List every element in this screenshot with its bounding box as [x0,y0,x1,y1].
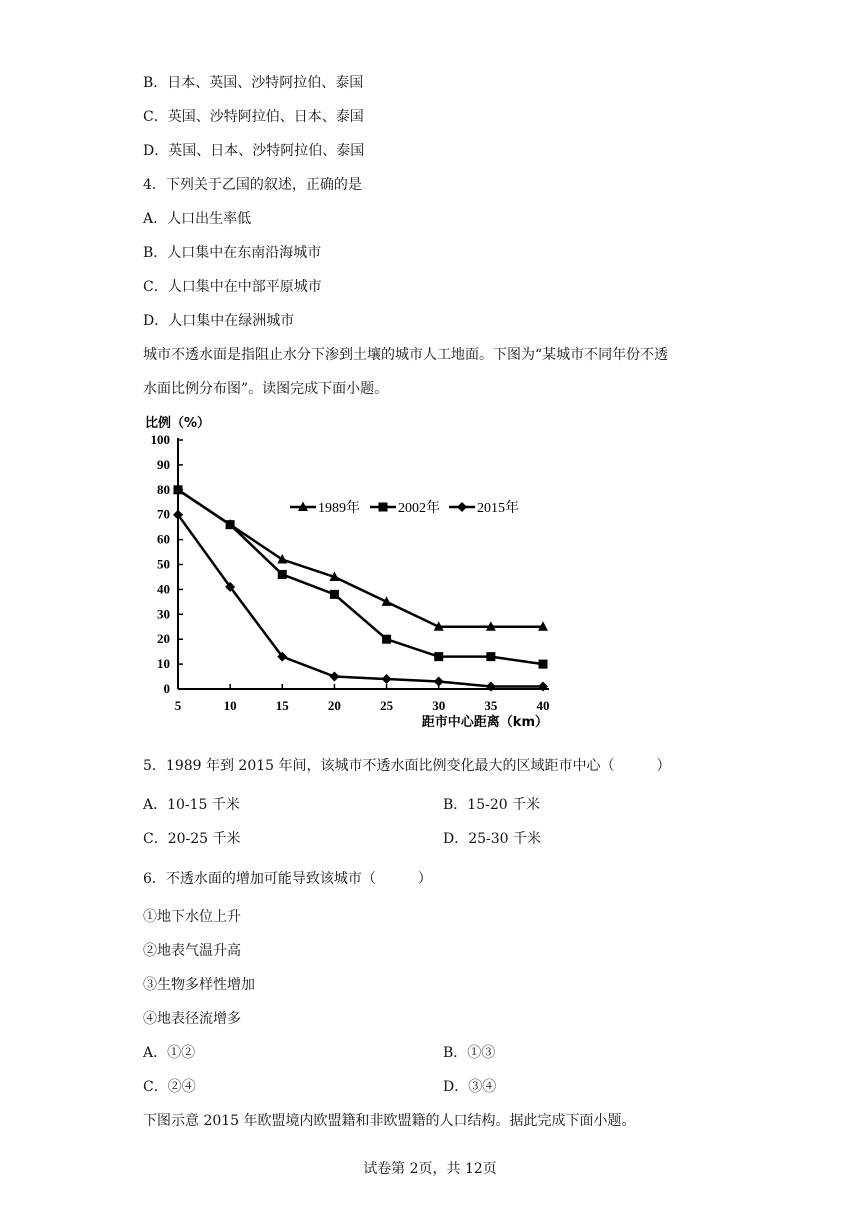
y-tick-label: 20 [157,631,170,647]
y-tick-label: 70 [157,506,170,522]
q6-item-4: ④地表径流增多 [143,1011,241,1027]
q4-option-a: A．人口出生率低 [143,211,252,227]
x-tick-label: 15 [275,698,289,713]
data-point-1989年 [277,554,287,564]
x-tick-label: 5 [174,698,182,713]
q5-option-d: D．25-30 千米 [443,831,542,847]
y-tick-label: 10 [157,656,170,672]
q6-option-d: D．③④ [443,1079,497,1095]
data-point-2002年 [278,570,287,579]
y-tick-label: 0 [163,681,170,696]
legend-label: 2002年 [398,501,440,516]
y-axis-label: 比例（%） [145,416,211,431]
x-tick-label: 10 [223,698,237,713]
q3-option-b: B．日本、英国、沙特阿拉伯、泰国 [143,75,364,91]
q3-option-d: D．英国、日本、沙特阿拉伯、泰国 [143,143,365,159]
q5-option-c: C．20-25 千米 [143,831,241,847]
x-tick-label: 25 [380,698,394,713]
x-tick-label: 35 [484,698,498,713]
data-point-2002年 [174,485,183,494]
q4-option-d: D．人口集中在绿洲城市 [143,313,295,329]
data-point-2015年 [538,682,548,692]
data-point-2015年 [382,674,392,684]
q3-option-c: C．英国、沙特阿拉伯、日本、泰国 [143,109,364,125]
data-point-2015年 [434,677,444,687]
data-point-2015年 [329,672,339,682]
q6-item-2: ②地表气温升高 [143,943,241,959]
q6-option-b: B．①③ [443,1045,496,1061]
y-tick-label: 30 [157,606,170,622]
legend-marker [457,502,467,512]
legend-label: 2015年 [477,501,519,516]
y-tick-label: 80 [157,481,170,497]
data-point-2002年 [330,590,339,599]
q4-option-c: C．人口集中在中部平原城市 [143,279,322,295]
y-tick-label: 100 [150,432,170,447]
data-point-2015年 [486,682,496,692]
q4-stem: 4．下列关于乙国的叙述，正确的是 [143,177,362,193]
q6-stem: 6．不透水面的增加可能导致该城市（ ） [143,871,432,887]
y-tick-label: 60 [157,531,170,547]
x-tick-label: 40 [536,698,550,713]
legend-label: 1989年 [318,501,360,516]
q5-stem: 5．1989 年到 2015 年间，该城市不透水面比例变化最大的区域距市中心（ ） [143,758,671,774]
x-axis-label: 距市中心距离（km） [421,715,548,730]
q5-option-a: A．10-15 千米 [143,797,240,813]
next-intro: 下图示意 2015 年欧盟境内欧盟籍和非欧盟籍的人口结构。据此完成下面小题。 [143,1113,636,1129]
intro-line-1: 城市不透水面是指阻止水分下渗到土壤的城市人工地面。下图为“某城市不同年份不透 [143,347,669,363]
data-point-2002年 [226,520,235,529]
q5-option-b: B．15-20 千米 [443,797,541,813]
impervious-surface-chart [0,400,860,740]
data-point-2002年 [539,660,548,669]
y-tick-label: 40 [157,581,170,597]
intro-line-2: 水面比例分布图”。读图完成下面小题。 [143,381,389,397]
y-tick-label: 50 [157,556,170,572]
data-point-2002年 [486,652,495,661]
q6-item-1: ①地下水位上升 [143,909,241,925]
q4-option-b: B．人口集中在东南沿海城市 [143,245,322,261]
q6-item-3: ③生物多样性增加 [143,977,255,993]
x-tick-label: 30 [432,698,446,713]
legend-marker [379,503,388,512]
data-point-2002年 [382,635,391,644]
x-tick-label: 20 [327,698,341,713]
data-point-2002年 [434,652,443,661]
page-footer: 试卷第 2页，共 12页 [363,1161,497,1177]
y-tick-label: 90 [157,456,170,472]
q6-option-c: C．②④ [143,1079,196,1095]
q6-option-a: A．①② [143,1045,196,1061]
